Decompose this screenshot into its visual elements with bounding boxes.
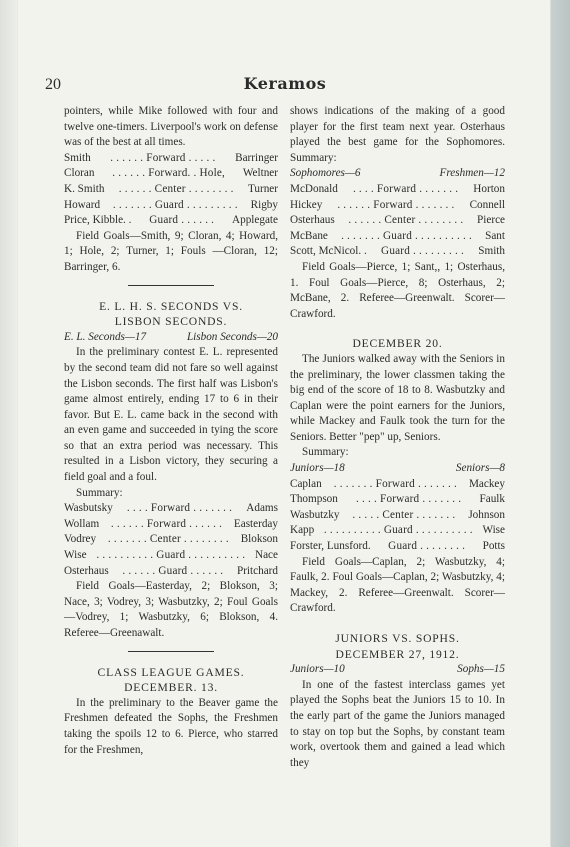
section-heading: DECEMBER 27, 1912.	[335, 647, 460, 661]
page-gutter	[0, 0, 17, 847]
paragraph: Field Goals—Easterday, 2; Blokson, 3; Nace, 3; Vodrey, 3; Wasbutzky, 2; Foul Goals—Vodrey, 1; Wasbutzky, 6; Blokson, 4. Referee—Greenawalt.	[64, 580, 278, 639]
lineup-row: Wasbutzky . . . . . Center . . . . . . . Johnson	[290, 508, 505, 521]
lineup-table	[64, 151, 278, 229]
lineup-row: Wasbutsky . . . . Forward . . . . . . . Adams	[64, 502, 278, 515]
score-line: Sophomores—6 Freshmen—12	[290, 167, 505, 180]
lineup-row: Osterhaus . . . . . . Center . . . . . . . . Pierce	[290, 214, 505, 227]
lineup-row: Kapp . . . . . . . . . . Guard . . . . . . . . . . Wise	[290, 524, 505, 537]
section-heading: CLASS LEAGUE GAMES.	[97, 665, 245, 679]
lineup-row: Forster, Lunsford. Guard . . . . . . . . Potts	[290, 540, 505, 553]
lineup-row: K. Smith . . . . . . Center . . . . . . . . Turner	[64, 182, 278, 195]
lineup-row: Thompson . . . . Forward . . . . . . . Faulk	[290, 493, 505, 506]
lineup-row: Howard . . . . . . . Guard . . . . . . . . . Rigby	[64, 198, 278, 211]
lineup-row: Wise . . . . . . . . . . Guard . . . . . . . . . . Nace	[64, 549, 278, 562]
lineup-row: McDonald . . . . Forward . . . . . . . Horton	[290, 182, 505, 195]
lineup-row: Smith . . . . . . Forward . . . . . Barringer	[64, 151, 278, 164]
section-heading: LISBON SECONDS.	[114, 315, 228, 329]
section-heading: DECEMBER. 13.	[124, 681, 218, 695]
lineup-table	[290, 477, 505, 555]
lineup-row: Cloran . . . . . . Forward. . Hole, Weltner	[64, 167, 278, 180]
lineup-row: Caplan . . . . . . . Forward . . . . . . . Mackey	[290, 477, 505, 490]
paragraph: Field Goals—Pierce, 1; Sant,, 1; Osterhaus, 1. Foul Goals—Pierce, 8; Osterhaus, 2; McBane, 2. Referee—Greenwalt. Scorer—Crawford.	[290, 260, 505, 320]
lineup-row: Osterhaus . . . . . . Guard . . . . . . Pritchard	[64, 564, 278, 577]
score-line: E. L. Seconds—17 Lisbon Seconds—20	[64, 330, 278, 343]
paragraph: pointers, while Mike followed with four and twelve one-timers. Liverpool's work on defense was of the best at all times.	[64, 105, 278, 149]
page-number: 20	[45, 76, 61, 93]
right-column	[290, 104, 505, 771]
lineup-row: McBane . . . . . . . Guard . . . . . . . . . . Sant	[290, 229, 505, 242]
section-heading: DECEMBER 20.	[352, 337, 443, 351]
lineup-row: Vodrey . . . . . . . Center . . . . . . . . Blokson	[64, 533, 278, 546]
paragraph: Field Goals—Caplan, 2; Wasbutzky, 4; Faulk, 2. Foul Goals—Caplan, 2; Wasbutzky, 4; Mackey, 2. Referee—Greenwalt. Scorer—Crawford.	[290, 555, 505, 615]
running-title: Keramos	[243, 74, 327, 93]
paragraph: Field Goals—Smith, 9; Cloran, 4; Howard, 1; Hole, 2; Turner, 1; Fouls —Cloran, 12; Barringer, 6.	[64, 229, 278, 273]
section-heading: JUNIORS VS. SOPHS.	[335, 632, 460, 645]
left-column	[64, 104, 278, 758]
lineup-row: Price, Kibble. . Guard . . . . . . Applegate	[64, 214, 278, 227]
summary-label: Summary:	[76, 486, 123, 499]
paragraph: In one of the fastest interclass games yet played the Sophs beat the Juniors 15 to 10. In the early part of the game the Juniors managed to stay on top but the Sophs, by constant team work, overtook them and gained a lead which they	[290, 678, 505, 769]
lineup-row: Wollam . . . . . . Forward . . . . . . Easterday	[64, 517, 278, 530]
right-page-edge	[551, 0, 570, 847]
paragraph: In the preliminary contest E. L. represented by the second team did not fare so well against the Lisbon seconds. The first half was Lisbon's game almost entirely, ending 17 to 6 in their favor. But E. L. came back in the second with an even game and succeeded in tying the score so that an extra period was necessary. This resulted in a Lisbon victory, they securing a field goal and a foul.	[64, 346, 278, 484]
paragraph: shows indications of the making of a good player for the first team next year. Osterhaus played the best game for the Sophomores. Summary:	[290, 105, 505, 164]
lineup-row: Scott, McNicol. . Guard . . . . . . . . . Smith	[290, 245, 505, 258]
section-rule	[128, 285, 214, 286]
lineup-row: Hickey . . . . . . Forward . . . . . . . Connell	[290, 198, 505, 211]
lineup-table	[290, 182, 505, 260]
lineup-table	[64, 501, 278, 579]
score-line: Juniors—10 Sophs—15	[290, 663, 505, 676]
paragraph: In the preliminary to the Beaver game the Freshmen defeated the Sophs, the Freshmen taking the spoils 12 to 6. Pierce, who starred for the Freshmen,	[64, 696, 278, 756]
paragraph: The Juniors walked away with the Seniors in the preliminary, the lower classmen taking the big end of the score of 18 to 8. Wasbutzky and Caplan were the point earners for the Juniors, while Mackey and Faulk took the turn for the Seniors. Better "pep" up, Seniors.	[290, 352, 505, 443]
summary-label: Summary:	[302, 446, 349, 459]
score-line: Juniors—18 Seniors—8	[290, 462, 505, 475]
section-heading: E. L. H. S. SECONDS VS.	[99, 299, 243, 313]
section-rule	[128, 651, 214, 652]
